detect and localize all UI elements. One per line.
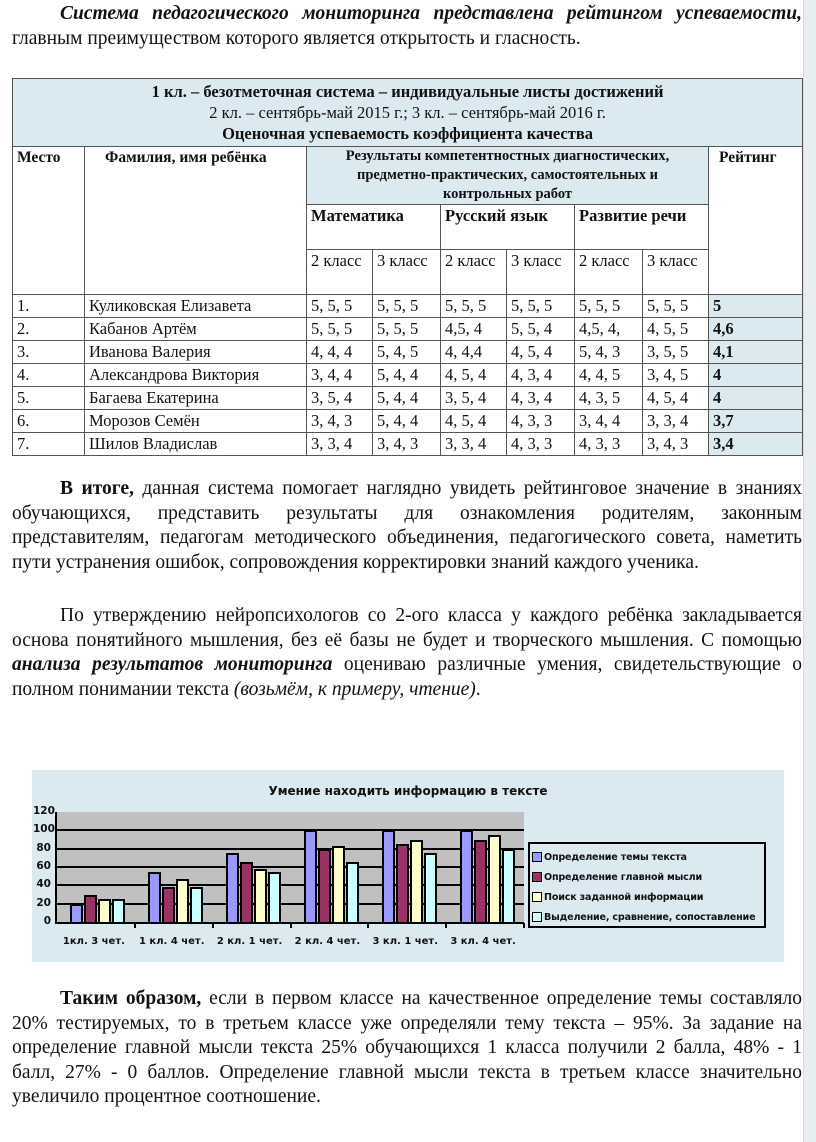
table-caption — [13, 79, 803, 147]
score-cell: 5, 5, 5 — [441, 295, 507, 318]
chart-title: Умение находить информацию в тексте — [268, 784, 548, 798]
score-cell: 4, 5, 4 — [441, 410, 507, 433]
score-cell: 4, 5, 4 — [441, 364, 507, 387]
table-row — [13, 433, 803, 456]
score-cell: 5, 5, 4 — [507, 318, 575, 341]
header-place: Место — [13, 147, 85, 295]
summary-paragraph — [12, 477, 802, 575]
score-cell: 5, 5, 5 — [575, 295, 643, 318]
table-row — [13, 341, 803, 364]
place-cell: 5. — [13, 387, 85, 410]
x-axis-label: 2 кл. 4 чет. — [294, 936, 361, 947]
score-cell: 4, 4,4 — [441, 341, 507, 364]
neuro-paragraph — [12, 604, 802, 702]
subject-math: Математика — [307, 205, 441, 250]
place-cell: 4. — [13, 364, 85, 387]
bar — [346, 862, 359, 922]
score-cell: 4, 3, 4 — [507, 387, 575, 410]
x-axis-label: 2 кл. 1 чет. — [216, 936, 283, 947]
bar — [488, 835, 501, 922]
grade-header: 3 класс — [373, 250, 441, 295]
y-tick-label: 40 — [36, 878, 51, 891]
score-cell: 5, 4, 4 — [373, 364, 441, 387]
intro-paragraph — [12, 2, 802, 51]
score-cell: 4, 3, 4 — [507, 364, 575, 387]
gridline — [57, 884, 524, 886]
bar — [70, 904, 83, 922]
legend-swatch-icon — [532, 892, 542, 902]
legend-swatch-icon — [532, 912, 542, 922]
grade-header: 2 класс — [441, 250, 507, 295]
bar — [190, 887, 203, 922]
grade-header: 3 класс — [507, 250, 575, 295]
legend-label: Выделение, сравнение, сопоставление — [544, 911, 756, 923]
legend-swatch-icon — [532, 872, 542, 882]
bar — [460, 830, 473, 922]
x-tick-mark — [290, 923, 292, 928]
student-name-cell: Морозов Семён — [85, 410, 307, 433]
legend-label: Определение темы текста — [544, 851, 687, 863]
bar — [396, 844, 409, 922]
score-cell: 4, 5, 4 — [643, 387, 709, 410]
bar — [424, 853, 437, 922]
score-cell: 3, 4, 5 — [643, 364, 709, 387]
place-cell: 3. — [13, 341, 85, 364]
header-rating: Рейтинг — [709, 147, 803, 295]
bar — [112, 899, 125, 922]
bar — [162, 887, 175, 922]
x-axis-label: 3 кл. 4 чет. — [450, 936, 516, 947]
x-tick-mark — [134, 923, 136, 928]
score-cell: 5, 5, 5 — [373, 318, 441, 341]
score-cell: 5, 4, 4 — [373, 387, 441, 410]
neuro-end: . — [475, 678, 481, 700]
conclusion-rest: если в первом классе на качественное определение темы составляло 20% тестируемых, то в третьем классе уже определяли тему текста – 95%. За задание на определение главной мысли текста 25% обучающихся 1 класса получили 2 балла, 48% - 1 балл, 27% - 0 баллов. Определение главной мысли текста в третьем классе значительно увеличило процентное соотношение. — [12, 988, 802, 1107]
x-axis-label: 3 кл. 1 чет. — [372, 936, 438, 947]
table-row — [13, 364, 803, 387]
bar — [474, 840, 487, 923]
score-cell: 4, 3, 5 — [575, 387, 643, 410]
reading-skills-chart — [32, 770, 784, 962]
legend-item — [532, 887, 762, 907]
legend-item — [532, 847, 762, 867]
bar — [84, 895, 97, 923]
legend-swatch-icon — [532, 852, 542, 862]
legend-item — [532, 907, 762, 927]
summary-rest: данная система помогает наглядно увидеть рейтинговое значение в знаниях обучающихся, представить результаты для ознакомления родителям, законным представителям, педагогам методического объединения, педагогического совета, наметить пути устранения ошибок, сопровождения корректировки знаний каждого ученика. — [12, 478, 802, 573]
rating-cell: 4,1 — [709, 341, 803, 364]
y-tick-label: 60 — [36, 860, 51, 872]
bar — [226, 853, 239, 922]
score-cell: 5, 4, 3 — [575, 341, 643, 364]
neuro-part1: По утверждению нейропсихологов со 2-ого класса у каждого ребёнка закладывается основа понятийного мышления, без её базы не будет и творческого мышления. С помощью — [12, 605, 802, 651]
score-cell: 4, 4, 4 — [307, 341, 373, 364]
caption-line-1: 1 кл. – безотметочная система – индивидуальные листы достижений — [151, 82, 664, 101]
caption-line-2: 2 кл. – сентябрь-май 2015 г.; 3 кл. – сентябрь-май 2016 г. — [209, 103, 606, 122]
conclusion-lead: Таким образом, — [60, 988, 202, 1009]
summary-lead: В итоге, — [60, 478, 134, 499]
bar — [98, 899, 111, 922]
score-cell: 3, 5, 5 — [643, 341, 709, 364]
x-tick-mark — [212, 923, 214, 928]
x-tick-mark — [367, 923, 369, 928]
score-cell: 5, 5, 5 — [307, 318, 373, 341]
y-tick-label: 120 — [33, 805, 55, 817]
x-tick-mark — [445, 923, 447, 928]
place-cell: 1. — [13, 295, 85, 318]
bar — [318, 849, 331, 922]
score-cell: 5, 5, 5 — [307, 295, 373, 318]
score-cell: 4, 3, 3 — [507, 433, 575, 456]
gridline — [57, 829, 524, 831]
score-cell: 5, 4, 4 — [373, 410, 441, 433]
intro-lead: Система педагогического мониторинга представлена рейтингом успеваемости, — [60, 3, 802, 24]
score-cell: 5, 5, 5 — [643, 295, 709, 318]
student-name-cell: Куликовская Елизавета — [85, 295, 307, 318]
caption-line-3: Оценочная успеваемость коэффициента качества — [222, 124, 594, 143]
y-tick-label: 0 — [43, 915, 51, 927]
score-cell: 4, 3, 3 — [575, 433, 643, 456]
rating-cell: 3,7 — [709, 410, 803, 433]
neuro-emphasis: анализа результатов мониторинга — [12, 654, 333, 675]
student-name-cell: Александрова Виктория — [85, 364, 307, 387]
grade-header: 3 класс — [643, 250, 709, 295]
bar — [254, 869, 267, 922]
score-cell: 3, 4, 4 — [307, 364, 373, 387]
score-cell: 4, 5, 5 — [643, 318, 709, 341]
y-tick-label: 80 — [36, 841, 51, 854]
rating-table — [12, 78, 803, 456]
header-name: Фамилия, имя ребёнка — [85, 147, 307, 295]
bar — [268, 872, 281, 922]
score-cell: 4,5, 4, — [575, 318, 643, 341]
table-row — [13, 318, 803, 341]
score-cell: 3, 4, 3 — [643, 433, 709, 456]
grade-header: 2 класс — [307, 250, 373, 295]
gridline — [57, 866, 524, 868]
score-cell: 3, 3, 4 — [441, 433, 507, 456]
score-cell: 3, 3, 4 — [643, 410, 709, 433]
rating-cell: 5 — [709, 295, 803, 318]
place-cell: 2. — [13, 318, 85, 341]
rating-cell: 4 — [709, 387, 803, 410]
rating-cell: 4 — [709, 364, 803, 387]
bar — [332, 846, 345, 922]
bar — [410, 840, 423, 923]
table-row — [13, 295, 803, 318]
x-tick-mark — [523, 923, 525, 928]
bar — [304, 830, 317, 922]
conclusion-paragraph — [12, 987, 802, 1110]
table-body — [13, 295, 803, 456]
neuro-italic: (возьмём, к примеру, чтение) — [233, 678, 476, 700]
student-name-cell: Иванова Валерия — [85, 341, 307, 364]
score-cell: 3, 3, 4 — [307, 433, 373, 456]
bar — [382, 830, 395, 922]
y-tick-label: 100 — [33, 823, 55, 836]
score-cell: 5, 5, 5 — [507, 295, 575, 318]
place-cell: 7. — [13, 433, 85, 456]
student-name-cell: Кабанов Артём — [85, 318, 307, 341]
bar — [176, 879, 189, 922]
score-cell: 3, 5, 4 — [441, 387, 507, 410]
chart-plot-area — [33, 805, 524, 927]
score-cell: 3, 4, 3 — [307, 410, 373, 433]
subject-speech: Развитие речи — [575, 205, 709, 250]
table-row — [13, 387, 803, 410]
gridline — [57, 903, 524, 905]
student-name-cell: Шилов Владислав — [85, 433, 307, 456]
table-row — [13, 410, 803, 433]
bar — [502, 849, 515, 922]
score-cell: 4,5, 4 — [441, 318, 507, 341]
rating-cell: 4,6 — [709, 318, 803, 341]
chart-legend — [528, 842, 766, 928]
grade-header: 2 класс — [575, 250, 643, 295]
header-results: Результаты компетентностных диагностических, предметно-практических, самостоятельных и контрольных работ — [307, 147, 709, 205]
neuro-part2: оцениваю различные умения, свидетельствующие о полном понимании текста — [12, 654, 802, 700]
score-cell: 3, 4, 4 — [575, 410, 643, 433]
place-cell: 6. — [13, 410, 85, 433]
student-name-cell: Багаева Екатерина — [85, 387, 307, 410]
score-cell: 3, 4, 3 — [373, 433, 441, 456]
score-cell: 4, 5, 4 — [507, 341, 575, 364]
subject-russian: Русский язык — [441, 205, 575, 250]
page-edge — [803, 0, 816, 1142]
rating-table-container — [12, 78, 802, 456]
intro-rest: главным преимуществом которого является открытость и гласность. — [12, 27, 581, 49]
score-cell: 5, 5, 5 — [373, 295, 441, 318]
score-cell: 3, 5, 4 — [307, 387, 373, 410]
legend-label: Определение главной мысли — [544, 871, 702, 883]
x-axis-label: 1кл. 3 чет. — [62, 936, 125, 947]
bar — [148, 872, 161, 922]
score-cell: 4, 4, 5 — [575, 364, 643, 387]
x-axis-label: 1 кл. 4 чет. — [138, 936, 205, 947]
score-cell: 4, 3, 3 — [507, 410, 575, 433]
score-cell: 5, 4, 5 — [373, 341, 441, 364]
rating-cell: 3,4 — [709, 433, 803, 456]
legend-label: Поиск заданной информации — [544, 891, 704, 903]
bar — [240, 862, 253, 922]
gridline — [57, 848, 524, 850]
legend-item — [532, 867, 762, 887]
y-tick-label: 20 — [36, 896, 51, 909]
